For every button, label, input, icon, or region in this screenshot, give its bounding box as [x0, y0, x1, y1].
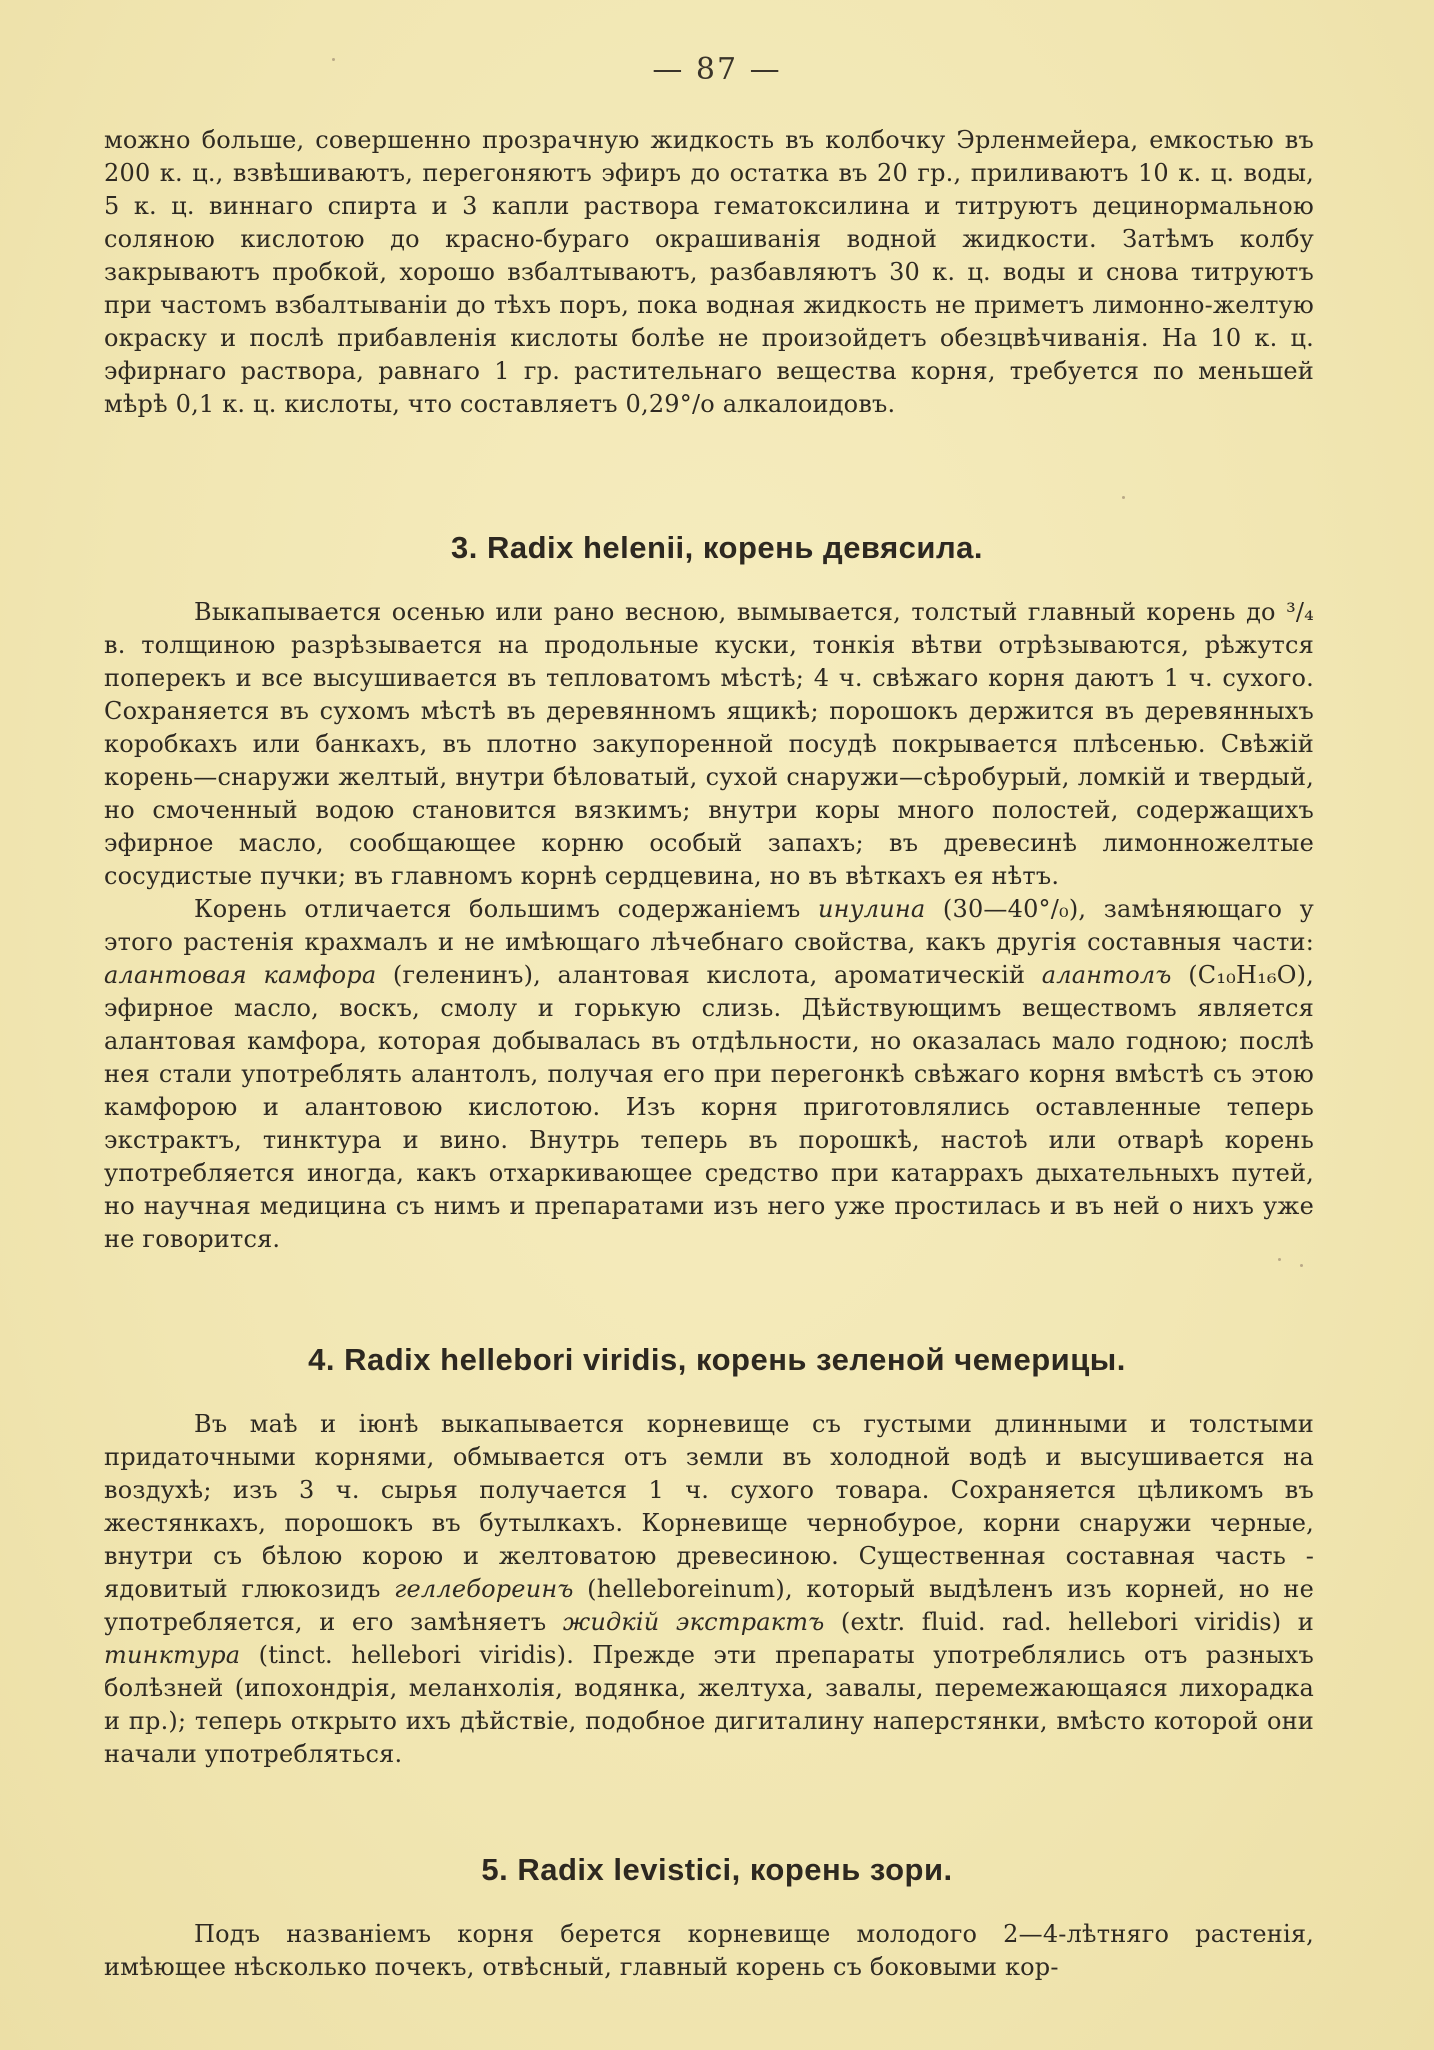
text-run: (30—40°/₀), замѣняющаго у этого растенія крахмалъ и не имѣющаго лѣчебнаго свойства, какъ другія составныя части:: [104, 895, 1314, 956]
section-4-heading: 4. Radix hellebori viridis, корень зеленой чемерицы.: [308, 1342, 1126, 1377]
term-helleborein: геллебореинъ: [394, 1575, 574, 1603]
section-5-paragraph-1: Подъ названіемъ корня берется корневище молодого 2—4-лѣтняго растенія, имѣющее нѣсколько почекъ, отвѣсный, главный корень съ боковыми кор-: [104, 1920, 1314, 1981]
term-inulin: инулина: [817, 895, 926, 923]
term-alant-camphor: алантовая камфора: [104, 961, 377, 989]
term-tincture: тинктура: [104, 1641, 241, 1669]
text-run: (helleboreinum), который выдѣленъ изъ корней, но не употребляется, и его замѣняетъ: [104, 1575, 1314, 1636]
intro-paragraph-block: [104, 124, 1314, 421]
section-3-body: [104, 596, 1314, 1256]
section-5-body: [104, 1918, 1314, 1984]
section-3-heading: 3. Radix helenii, корень девясила.: [450, 530, 984, 565]
text-run: Въ маѣ и іюнѣ выкапывается корневище съ густыми длинными и толстыми придаточными корнями, обмывается отъ земли въ холодной водѣ и высушивается на воздухѣ; изъ 3 ч. сырья получается 1 ч. сухого товара. Сохраняется цѣликомъ въ жестянкахъ, порошокъ въ бутылкахъ. Корневище чернобурое, корни снаружи черные, внутри съ бѣлою корою и желтоватою древесиною. Существенная составная часть - ядовитый глюкозидъ: [104, 1410, 1314, 1603]
term-liquid-extract: жидкій экстрактъ: [562, 1608, 825, 1636]
paper-fleck: [332, 58, 335, 61]
text-run: (C₁₀H₁₆O), эфирное масло, воскъ, смолу и горькую слизь. Дѣйствующимъ веществомъ является алантовая камфора, которая добывалась въ отдѣльности, но оказалась мало годною; послѣ нея стали употреблять алантолъ, получая его при перегонкѣ свѣжаго корня вмѣстѣ съ этою камфорою и алантовою кислотою. Изъ корня приготовлялись оставленные теперь экстрактъ, тинктура и вино. Внутрь теперь въ порошкѣ, настоѣ или отварѣ корень употребляется иногда, какъ отхаркивающее средство при катаррахъ дыхательныхъ путей, но научная медицина съ нимъ и препаратами изъ него уже простилась и въ ней о нихъ уже не говорится.: [104, 961, 1314, 1253]
section-3-paragraph-2: [104, 893, 1314, 1256]
page-number: — 87 —: [652, 52, 782, 87]
section-3-paragraph-1: Выкапывается осенью или рано весною, вымывается, толстый главный корень до ³/₄ в. толщиною разрѣзывается на продольные куски, тонкія вѣтви отрѣзываются, рѣжутся поперекъ и все высушивается въ тепловатомъ мѣстѣ; 4 ч. свѣжаго корня даютъ 1 ч. сухого. Сохраняется въ сухомъ мѣстѣ въ деревянномъ ящикѣ; порошокъ держится въ деревянныхъ коробкахъ или банкахъ, въ плотно закупоренной посудѣ покрывается плѣсенью. Свѣжій корень—снаружи желтый, внутри бѣловатый, сухой снаружи—сѣробурый, ломкій и твердый, но смоченный водою становится вязкимъ; внутри коры много полостей, содержащихъ эфирное масло, сообщающее корню особый запахъ; въ древесинѣ лимонножелтые сосудистые пучки; въ главномъ корнѣ сердцевина, но въ вѣткахъ ея нѣтъ.: [104, 598, 1314, 890]
paper-fleck: [1300, 1264, 1303, 1267]
text-run: (геленинъ), алантовая кислота, ароматическій: [376, 961, 1042, 989]
section-5-heading: 5. Radix levistici, корень зори.: [481, 1852, 953, 1887]
intro-paragraph: можно больше, совершенно прозрачную жидкость въ колбочку Эрленмейера, емкостью въ 200 к. ц., взвѣшиваютъ, перегоняютъ эфиръ до остатка въ 20 гр., приливаютъ 10 к. ц. воды, 5 к. ц. виннаго спирта и 3 капли раствора гематоксилина и титруютъ децинормальною соляною кислотою до красно-бураго окрашиванія водной жидкости. Затѣмъ колбу закрываютъ пробкой, хорошо взбалтываютъ, разбавляютъ 30 к. ц. воды и снова титруютъ при частомъ взбалтываніи до тѣхъ поръ, пока водная жидкость не приметъ лимонно-желтую окраску и послѣ прибавленія кислоты болѣе не произойдетъ обезцвѣчиванія. На 10 к. ц. эфирнаго раствора, равнаго 1 гр. растительнаго вещества корня, требуется по меньшей мѣрѣ 0,1 к. ц. кислоты, что составляетъ 0,29°/o алкалоидовъ.: [104, 126, 1314, 418]
text-run: (tinct. hellebori viridis). Прежде эти препараты употреблялись отъ разныхъ болѣзней (ипохондрія, меланхолія, водянка, желтуха, завалы, перемежающаяся лихорадка и пр.); теперь открыто ихъ дѣйствіе, подобное дигиталину наперстянки, вмѣсто которой они начали употребляться.: [104, 1641, 1314, 1768]
term-alantol: алантолъ: [1041, 961, 1172, 989]
paper-fleck: [1122, 496, 1125, 499]
section-4-paragraph: [104, 1408, 1314, 1771]
text-run: Корень отличается большимъ содержаніемъ: [194, 895, 818, 923]
paper-fleck: [1278, 1258, 1281, 1261]
section-4-body: [104, 1408, 1314, 1771]
text-run: (extr. fluid. rad. hellebori viridis) и: [824, 1608, 1314, 1636]
